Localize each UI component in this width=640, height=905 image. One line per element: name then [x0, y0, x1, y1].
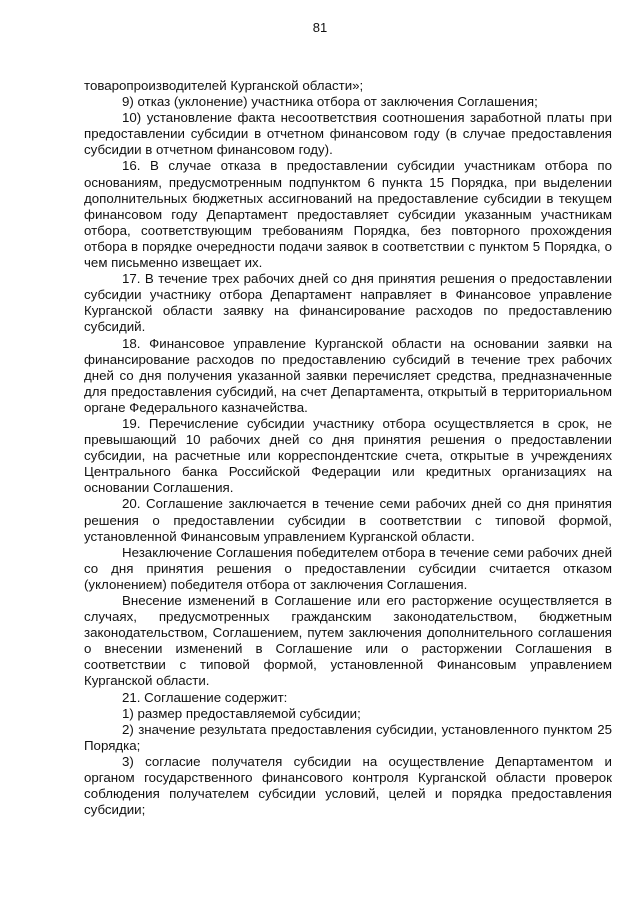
- paragraph-non-conclusion: Незаключение Соглашения победителем отбора в течение семи рабочих дней со дня принятия решения о предоставлении субсидии считается отказом (уклонением) победителя отбора от заключения Соглашения.: [84, 544, 612, 592]
- paragraph-amendments: Внесение изменений в Соглашение или его расторжение осуществляется в случаях, предусмотренных гражданским законодательством, бюджетным законодательством, Соглашением, путем заключения дополнительного соглашения о внесении изменений в Соглашение или о расторжении Соглашения в соответствии с типовой формой, установленной Финансовым управлением Курганской области.: [84, 593, 612, 689]
- paragraph-clause-19: 19. Перечисление субсидии участнику отбора осуществляется в срок, не превышающий 10 рабочих дней со дня принятия решения о предоставлении субсидии, на расчетные или корреспондентские счета, открытые в учреждениях Центрального банка Российской Федерации или кредитных организациях на основании Соглашения.: [84, 415, 612, 496]
- paragraph-continuation: товаропроизводителей Курганской области»;: [84, 78, 364, 93]
- document-body: [84, 78, 612, 818]
- paragraph-clause-17: 17. В течение трех рабочих дней со дня принятия решения о предоставлении субсидии участнику отбора Департамент направляет в Финансовое управление Курганской области заявку на финансирование расходов по предоставлению субсидий.: [84, 271, 612, 335]
- paragraph-subitem-1: 1) размер предоставляемой субсидии;: [122, 705, 361, 721]
- page-number: 81: [312, 20, 328, 35]
- paragraph-clause-18: 18. Финансовое управление Курганской области на основании заявки на финансирование расходов по предоставлению субсидий в течение трех рабочих дней со дня получения указанной заявки перечисляет средства, предназначенные для предоставления субсидий, на счет Департамента, открытый в территориальном органе Федерального казначейства.: [84, 335, 612, 415]
- paragraph-clause-20: 20. Соглашение заключается в течение семи рабочих дней со дня принятия решения о предоставлении субсидии в соответствии с типовой формой, установленной Финансовым управлением Курганской области.: [84, 496, 612, 544]
- paragraph-item-10: 10) установление факта несоответствия соотношения заработной платы при предоставлении субсидии в отчетном финансовом году (в случае предоставления субсидии в отчетном финансовом году).: [84, 110, 612, 158]
- paragraph-subitem-2: 2) значение результата предоставления субсидии, установленного пунктом 25 Порядка;: [84, 721, 612, 753]
- paragraph-subitem-3: 3) согласие получателя субсидии на осуществление Департаментом и органом государственного финансового контроля Курганской области проверок соблюдения получателем субсидии условий, целей и порядка предоставления субсидии;: [84, 753, 612, 818]
- paragraph-clause-21: 21. Соглашение содержит:: [122, 689, 288, 705]
- paragraph-clause-16: 16. В случае отказа в предоставлении субсидии участникам отбора по основаниям, предусмотренным подпунктом 6 пункта 15 Порядка, при выделении дополнительных бюджетных ассигнований на предоставление субсидии в текущем финансовом году Департамент предоставляет субсидии указанным участникам отбора, соответствующим требованиям Порядка, без повторного прохождения отбора в порядке очередности подачи заявок в соответствии с пунктом 5 Порядка, о чем письменно извещает их.: [84, 158, 612, 271]
- paragraph-item-9: 9) отказ (уклонение) участника отбора от заключения Соглашения;: [122, 94, 538, 110]
